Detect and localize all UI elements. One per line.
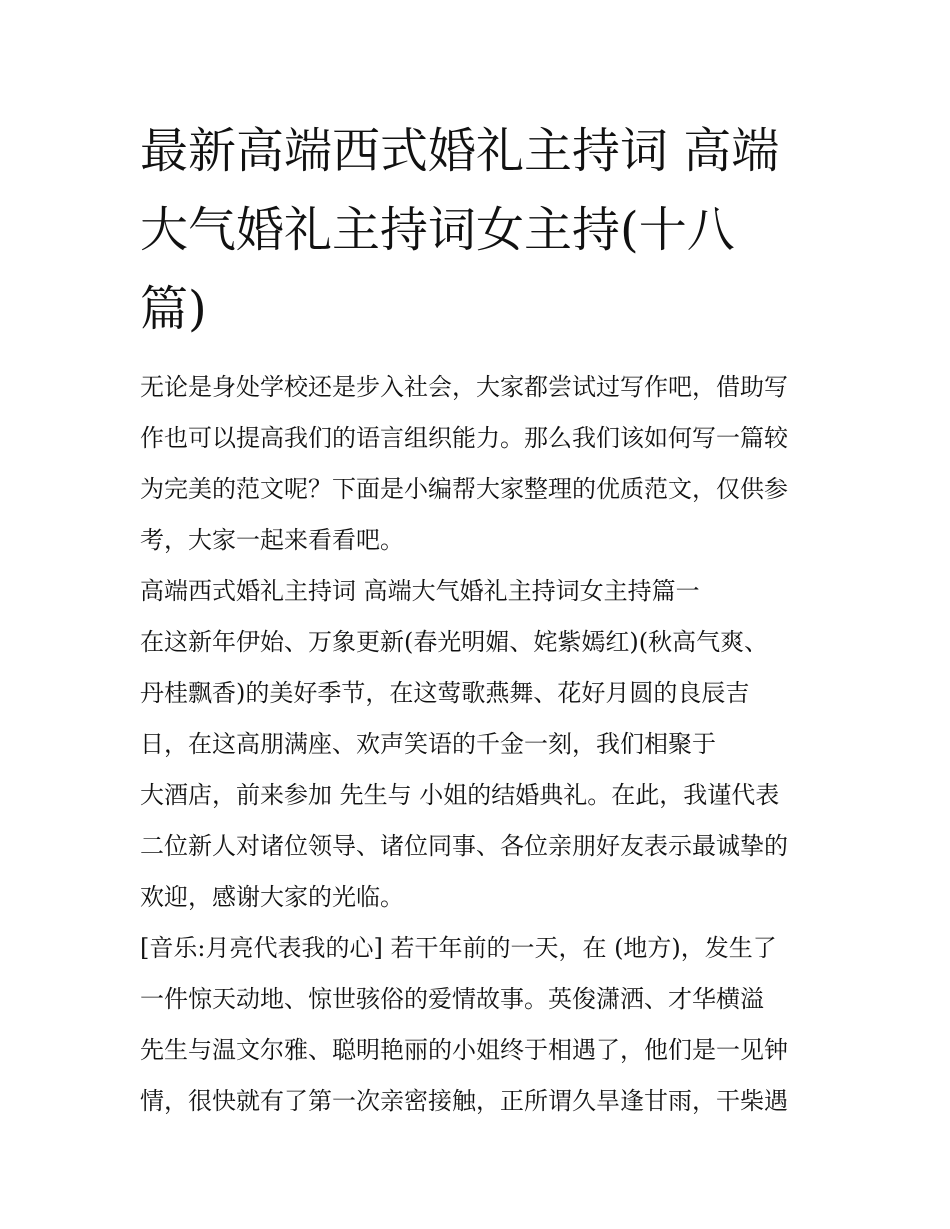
document-page xyxy=(140,112,820,1127)
paragraph-line: 丹桂飘香)的美好季节，在这莺歌燕舞、花好月圆的良辰吉 xyxy=(140,679,750,707)
intro-line: 作也可以提高我们的语言组织能力。那么我们该如何写一篇较 xyxy=(140,424,788,452)
paragraph-line: 情，很快就有了第一次亲密接触，正所谓久旱逢甘雨，干柴遇 xyxy=(140,1087,788,1115)
paragraph-line: 欢迎，感谢大家的光临。 xyxy=(140,883,404,911)
paragraph-line: 日，在这高朋满座、欢声笑语的千金一刻，我们相聚于 xyxy=(140,730,716,758)
paragraph-line: 先生与温文尔雅、聪明艳丽的小姐终于相遇了，他们是一见钟 xyxy=(140,1036,788,1064)
paragraph-line: 在这新年伊始、万象更新(春光明媚、姹紫嫣红)(秋高气爽、 xyxy=(140,628,769,656)
paragraph-line: [音乐:月亮代表我的心] 若干年前的一天，在 (地方)，发生了 xyxy=(140,934,777,962)
paragraph-line: 大酒店，前来参加 先生与 小姐的结婚典礼。在此，我谨代表 xyxy=(140,781,780,809)
intro-line: 无论是身处学校还是步入社会，大家都尝试过写作吧，借助写 xyxy=(140,373,788,401)
paragraph-line: 一件惊天动地、惊世骇俗的爱情故事。英俊潇洒、才华横溢 xyxy=(140,985,764,1013)
title-line: 最新高端西式婚礼主持词 高端 xyxy=(140,123,780,179)
title-line: 大气婚礼主持词女主持(十八 xyxy=(140,202,735,258)
intro-line: 为完美的范文呢？下面是小编帮大家整理的优质范文，仅供参 xyxy=(140,475,788,503)
document-title xyxy=(140,112,820,349)
document-body xyxy=(140,362,820,1127)
paragraph-line: 二位新人对诸位领导、诸位同事、各位亲朋好友表示最诚挚的 xyxy=(140,832,788,860)
section-heading: 高端西式婚礼主持词 高端大气婚礼主持词女主持篇一 xyxy=(140,577,700,605)
intro-line: 考，大家一起来看看吧。 xyxy=(140,526,404,554)
title-line: 篇) xyxy=(140,281,207,337)
